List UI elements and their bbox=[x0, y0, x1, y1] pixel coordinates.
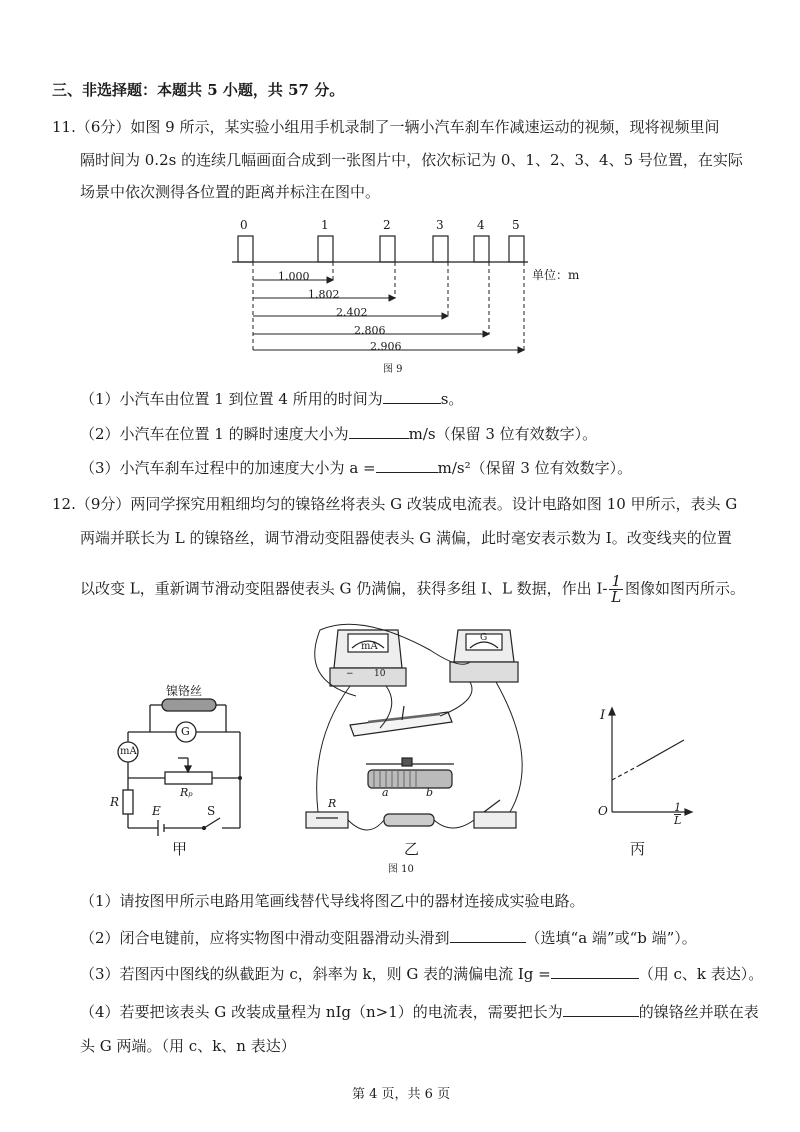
graph-origin-label: O bbox=[598, 804, 608, 818]
r-label: R bbox=[110, 795, 120, 809]
q12-sub4-line2: 头 G 两端。（用 c、k、n 表达） bbox=[80, 1037, 296, 1055]
pos-label-1: 1 bbox=[321, 218, 329, 232]
answer-blank-q12-3[interactable] bbox=[551, 964, 639, 979]
pos-label-3: 3 bbox=[436, 218, 444, 232]
distance-label-3: 2.402 bbox=[336, 306, 368, 319]
q11-text-line2: 隔时间为 0.2s 的连续几幅画面合成到一张图片中，依次标记为 0、1、2、3、4、5 号位置，在实际 bbox=[80, 151, 743, 169]
b-end-label: b bbox=[426, 786, 434, 799]
unit-label: 单位：m bbox=[532, 268, 580, 282]
distance-label-5: 2.906 bbox=[370, 340, 402, 353]
q11-sub1: （1）小汽车由位置 1 到位置 4 所用的时间为 s。 bbox=[80, 390, 464, 408]
ma-symbol-label: mA bbox=[120, 746, 137, 757]
a-end-label: a bbox=[382, 786, 389, 799]
pos-label-5: 5 bbox=[512, 218, 520, 232]
page-footer: 第 4 页，共 6 页 bbox=[352, 1087, 451, 1102]
q11-text-line1: 11.（6分）如图 9 所示，某实验小组用手机录制了一辆小汽车刹车作减速运动的视频，现将视频里间 bbox=[52, 118, 720, 136]
yi-label: 乙 bbox=[404, 840, 420, 858]
figure-9-caption: 图 9 bbox=[383, 364, 403, 375]
g-device-label: G bbox=[480, 633, 488, 643]
figure-10-caption: 图 10 bbox=[388, 864, 414, 875]
pos-label-4: 4 bbox=[477, 218, 485, 232]
graph-y-label: I bbox=[600, 708, 606, 723]
q12-sub4: （4）若要把该表头 G 改装成量程为 nIg（n>1）的电流表，需要把长为 的镍铬丝并联在表 bbox=[80, 1003, 759, 1021]
graph-line bbox=[638, 740, 684, 766]
answer-blank-q12-2[interactable] bbox=[450, 928, 526, 943]
pos-label-2: 2 bbox=[383, 218, 391, 232]
q12-sub3: （3）若图丙中图线的纵截距为 c，斜率为 k，则 G 表的满偏电流 Ig = （用 c、k 表达）。 bbox=[80, 965, 764, 983]
section-header: 三、非选择题：本题共 5 小题，共 57 分。 bbox=[52, 81, 345, 99]
bing-label: 丙 bbox=[630, 840, 646, 858]
q11-sub2: （2）小汽车在位置 1 的瞬时速度大小为 m/s（保留 3 位有效数字）。 bbox=[80, 425, 598, 443]
wire-label: 镍铬丝 bbox=[166, 684, 203, 698]
q11-sub3: （3）小汽车刹车过程中的加速度大小为 a = m/s²（保留 3 位有效数字）。 bbox=[80, 459, 633, 477]
ma-device-label: mA bbox=[361, 641, 378, 652]
r-device-label: R bbox=[328, 797, 337, 810]
q12-text-line2: 两端并联长为 L 的镍铬丝，调节滑动变阻器使表头 G 满偏，此时毫安表示数为 I。改变线夹的位置 bbox=[80, 529, 732, 547]
frac-denominator: L bbox=[611, 588, 622, 606]
q12-sub2: （2）闭合电键前，应将实物图中滑动变阻器滑动头滑到 （选填“a 端”或“b 端”）。 bbox=[80, 929, 697, 947]
q12-sub1: （1）请按图甲所示电路用笔画线替代导线将图乙中的器材连接成实验电路。 bbox=[80, 892, 585, 910]
answer-blank-q12-4[interactable] bbox=[563, 1002, 639, 1017]
q12-text-line3: 以改变 L，重新调节滑动变阻器使表头 G 仍满偏，获得多组 I、L 数据，作出 I- $\frac{1}{L}$ 图像如图丙所示。 bbox=[80, 572, 745, 606]
e-label: E bbox=[152, 804, 161, 818]
graph-x-label: 1 L bbox=[674, 801, 682, 827]
g-symbol-label: G bbox=[181, 725, 190, 738]
frac-numerator: 1 bbox=[611, 572, 621, 590]
jia-label: 甲 bbox=[172, 840, 188, 858]
ma-scale-label: 10 bbox=[374, 669, 386, 679]
q11-text-line3: 场景中依次测得各位置的距离并标注在图中。 bbox=[80, 183, 381, 201]
graph-line-dashed bbox=[612, 766, 638, 780]
distance-label-4: 2.806 bbox=[354, 324, 386, 337]
distance-label-1: 1.000 bbox=[278, 270, 310, 283]
s-label: S bbox=[207, 804, 216, 818]
q12-text-line1: 12.（9分）两同学探究用粗细均匀的镍铬丝将表头 G 改装成电流表。设计电路如图 10 甲所示，表头 G bbox=[52, 495, 738, 513]
ma-minus-label: − bbox=[346, 669, 354, 679]
distance-label-2: 1.802 bbox=[308, 288, 340, 301]
rp-label: Rₚ bbox=[180, 786, 193, 799]
pos-label-0: 0 bbox=[240, 218, 248, 232]
